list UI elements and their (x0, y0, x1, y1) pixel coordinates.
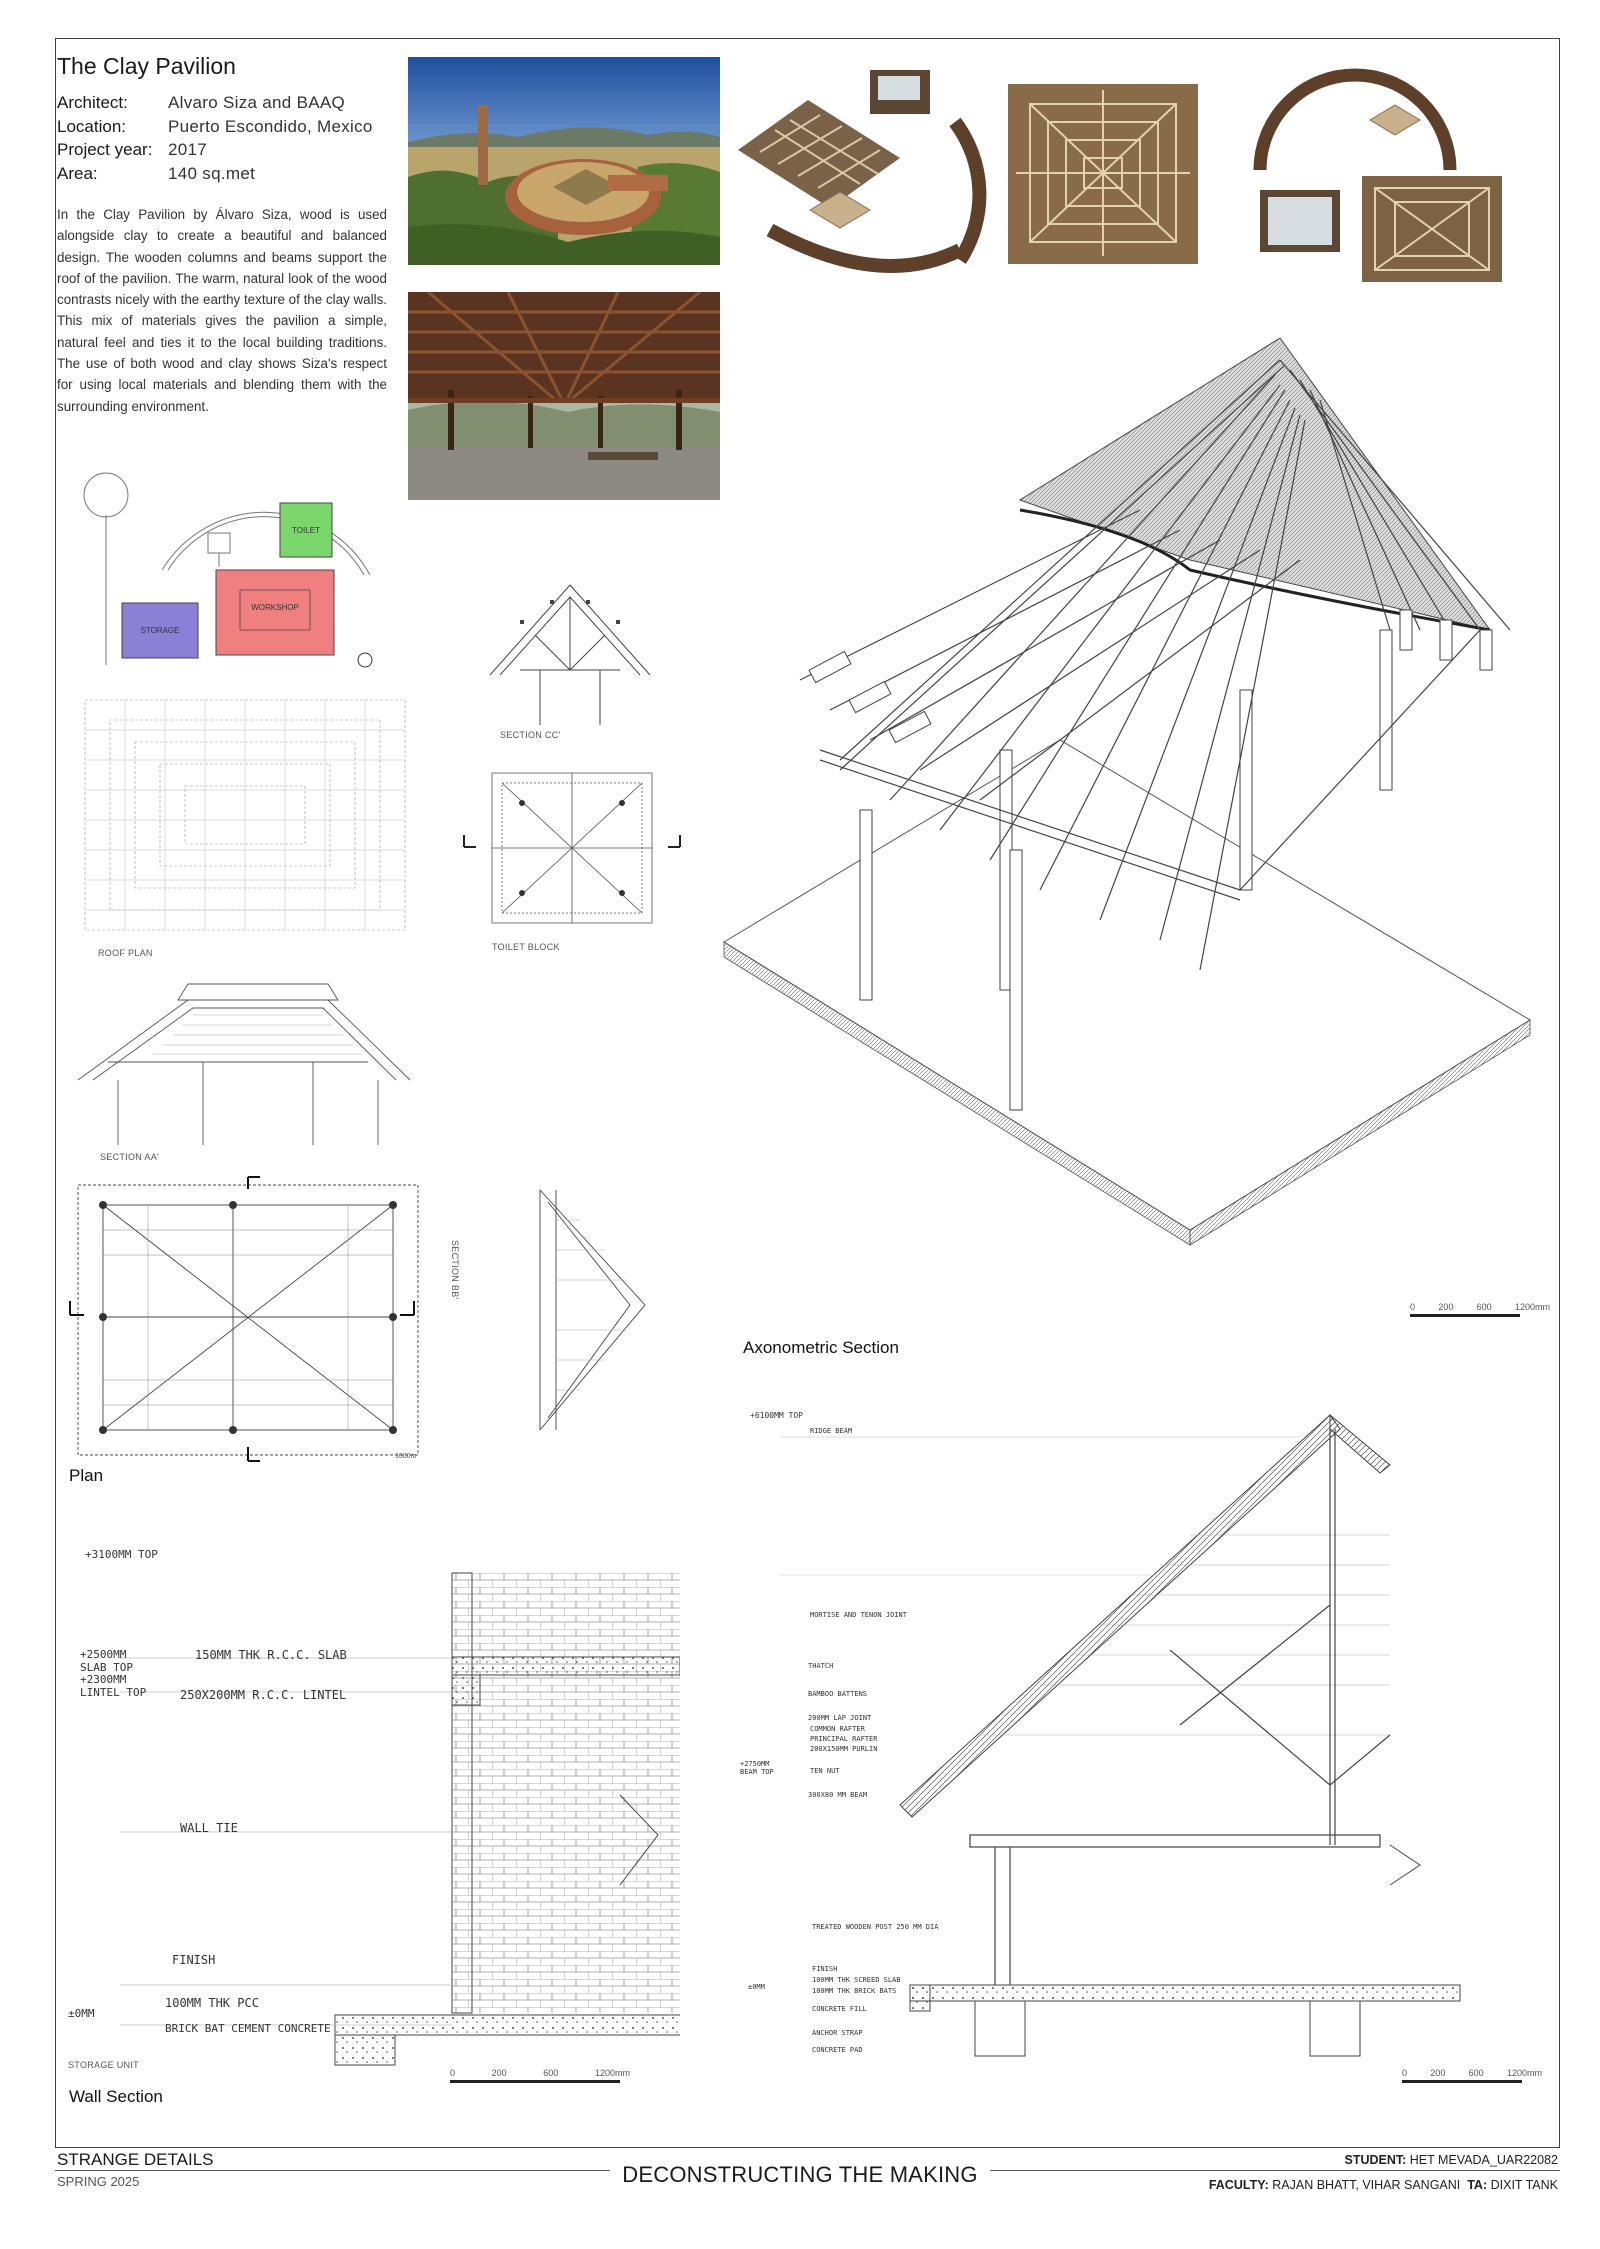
wall-note: +2300MM LINTEL TOP (80, 1673, 147, 1699)
roof-note: 100MM THK SCREED SLAB (812, 1976, 901, 1984)
meta-value: 2017 (168, 140, 208, 159)
wall-note: ±0MM (68, 2007, 95, 2020)
project-description: In the Clay Pavilion by Álvaro Siza, wood is used alongside clay to create a beautiful and balanced design. The wooden columns and beams support the roof of the pavilion. The warm, natural look of the wood contrasts nicely with the earthy texture of the clay walls. This mix of materials gives the pavilion a simple, natural feel and ties it to the local building traditions. The use of both wood and clay shows Siza's respect for using local materials and blending them with the surrounding environment. (57, 207, 387, 414)
plan-caption: Plan (69, 1466, 104, 1485)
project-meta (57, 91, 373, 185)
roof-note: 200MM LAP JOINT (808, 1714, 872, 1722)
site-plan (80, 455, 380, 675)
roof-note: 300X80 MM BEAM (808, 1791, 868, 1799)
axo-scale-bar (1410, 1302, 1550, 1317)
course-term: SPRING 2025 (57, 2174, 140, 2189)
section-bb-label: SECTION BB' (450, 1240, 460, 1300)
faculty-credit (1209, 2178, 1558, 2192)
scale-tick: 0 (450, 2068, 456, 2078)
meta-row-location (57, 115, 373, 139)
sheet-theme: DECONSTRUCTING THE MAKING (622, 2162, 978, 2187)
roof-note: FINISH (812, 1965, 838, 1973)
wall-section-drawing (60, 1545, 680, 2075)
roof-plan-label: ROOF PLAN (98, 948, 153, 958)
room-label-toilet: TOILET (292, 526, 320, 535)
scale-tick: 200 (1438, 1302, 1454, 1312)
wall-note: 150MM THK R.C.C. SLAB (195, 1648, 347, 1662)
meta-value: Puerto Escondido, Mexico (168, 116, 373, 136)
roof-note: TEN NUT (810, 1767, 840, 1775)
ta-value: DIXIT TANK (1490, 2178, 1558, 2192)
section-cc-drawing (480, 575, 660, 745)
scale-tick: 0 (1410, 1302, 1416, 1312)
roof-note: PRINCIPAL RAFTER (810, 1735, 878, 1743)
plan-scale: 1000m (395, 1453, 417, 1460)
wall-scale-bar (450, 2068, 630, 2083)
scale-tick: 1200mm (1506, 2068, 1542, 2078)
student-credit (1344, 2153, 1558, 2167)
project-title: The Clay Pavilion (57, 53, 236, 79)
meta-value: Alvaro Siza and BAAQ (168, 93, 346, 112)
roof-note: MORTISE AND TENON JOINT (810, 1611, 907, 1619)
roof-note: CONCRETE PAD (812, 2046, 863, 2054)
ta-label: TA: (1467, 2178, 1488, 2192)
wall-section-caption: Wall Section (69, 2087, 163, 2106)
roof-note: BAMBOO BATTENS (808, 1690, 868, 1698)
roof-note: ±0MM (748, 1983, 765, 1991)
faculty-value: RAJAN BHATT, VIHAR SANGANI (1272, 2178, 1461, 2192)
roof-note: RIDGE BEAM (810, 1427, 853, 1435)
scale-tick: 600 (1476, 1302, 1492, 1312)
roof-note: 100MM THK BRICK BATS (812, 1987, 897, 1995)
wall-note: BRICK BAT CEMENT CONCRETE (165, 2022, 331, 2035)
scale-tick: 200 (491, 2068, 507, 2078)
toilet-block-label: TOILET BLOCK (492, 942, 560, 952)
roof-note: CONCRETE FILL (812, 2005, 867, 2013)
wall-note: 250X200MM R.C.C. LINTEL (180, 1688, 347, 1702)
section-aa-label: SECTION AA' (100, 1152, 160, 1162)
wall-note: +2500MM SLAB TOP (80, 1648, 133, 1674)
meta-label: Location: (57, 116, 126, 136)
scale-tick: 200 (1430, 2068, 1446, 2078)
scale-tick: 0 (1402, 2068, 1408, 2078)
room-label-storage: STORAGE (140, 626, 180, 635)
storage-unit-label: STORAGE UNIT (68, 2060, 139, 2070)
scale-tick: 1200mm (1514, 1302, 1550, 1312)
wall-note: WALL TIE (180, 1821, 238, 1835)
wall-note: 100MM THK PCC (165, 1996, 259, 2010)
course-title: STRANGE DETAILS (57, 2150, 214, 2169)
roof-note: +2750MM BEAM TOP (740, 1760, 774, 1776)
meta-row-architect (57, 91, 373, 115)
roof-section-drawing (740, 1405, 1540, 2085)
student-value: HET MEVADA_UAR22082 (1409, 2153, 1558, 2167)
section-cc-label: SECTION CC' (500, 730, 561, 740)
axonometric-drawing (720, 330, 1540, 1310)
section-aa-drawing (58, 970, 418, 1165)
student-label: STUDENT: (1344, 2153, 1407, 2167)
model-photos (730, 60, 1540, 292)
room-label-workshop: WORKSHOP (251, 603, 299, 612)
roof-plan-drawing (75, 690, 415, 960)
meta-label: Area: (57, 163, 98, 183)
roof-note: 200X150MM PURLIN (810, 1745, 878, 1753)
meta-row-area (57, 162, 373, 186)
scale-tick: 600 (1468, 2068, 1484, 2078)
meta-label: Project year: (57, 140, 153, 159)
scale-tick: 600 (543, 2068, 559, 2078)
pavilion-plan-drawing (58, 1175, 428, 1465)
interior-photo (408, 292, 720, 500)
axonometric-caption: Axonometric Section (743, 1338, 899, 1357)
meta-row-year (57, 138, 373, 162)
meta-label: Architect: (57, 93, 128, 112)
roof-note: +6100MM TOP (750, 1411, 803, 1420)
toilet-block-drawing (462, 765, 682, 955)
roof-note: THATCH (808, 1662, 834, 1670)
roof-scale-bar (1402, 2068, 1542, 2083)
faculty-label: FACULTY: (1208, 2178, 1269, 2192)
scale-tick: 1200mm (594, 2068, 630, 2078)
roof-note: TREATED WOODEN POST 250 MM DIA (812, 1923, 939, 1931)
wall-note: FINISH (172, 1953, 216, 1967)
meta-value: 140 sq.met (168, 163, 256, 183)
roof-note: ANCHOR STRAP (812, 2029, 863, 2037)
wall-note: +3100MM TOP (85, 1548, 158, 1561)
roof-note: COMMON RAFTER (810, 1725, 865, 1733)
section-bb-drawing (450, 1180, 650, 1440)
aerial-photo (408, 57, 720, 265)
